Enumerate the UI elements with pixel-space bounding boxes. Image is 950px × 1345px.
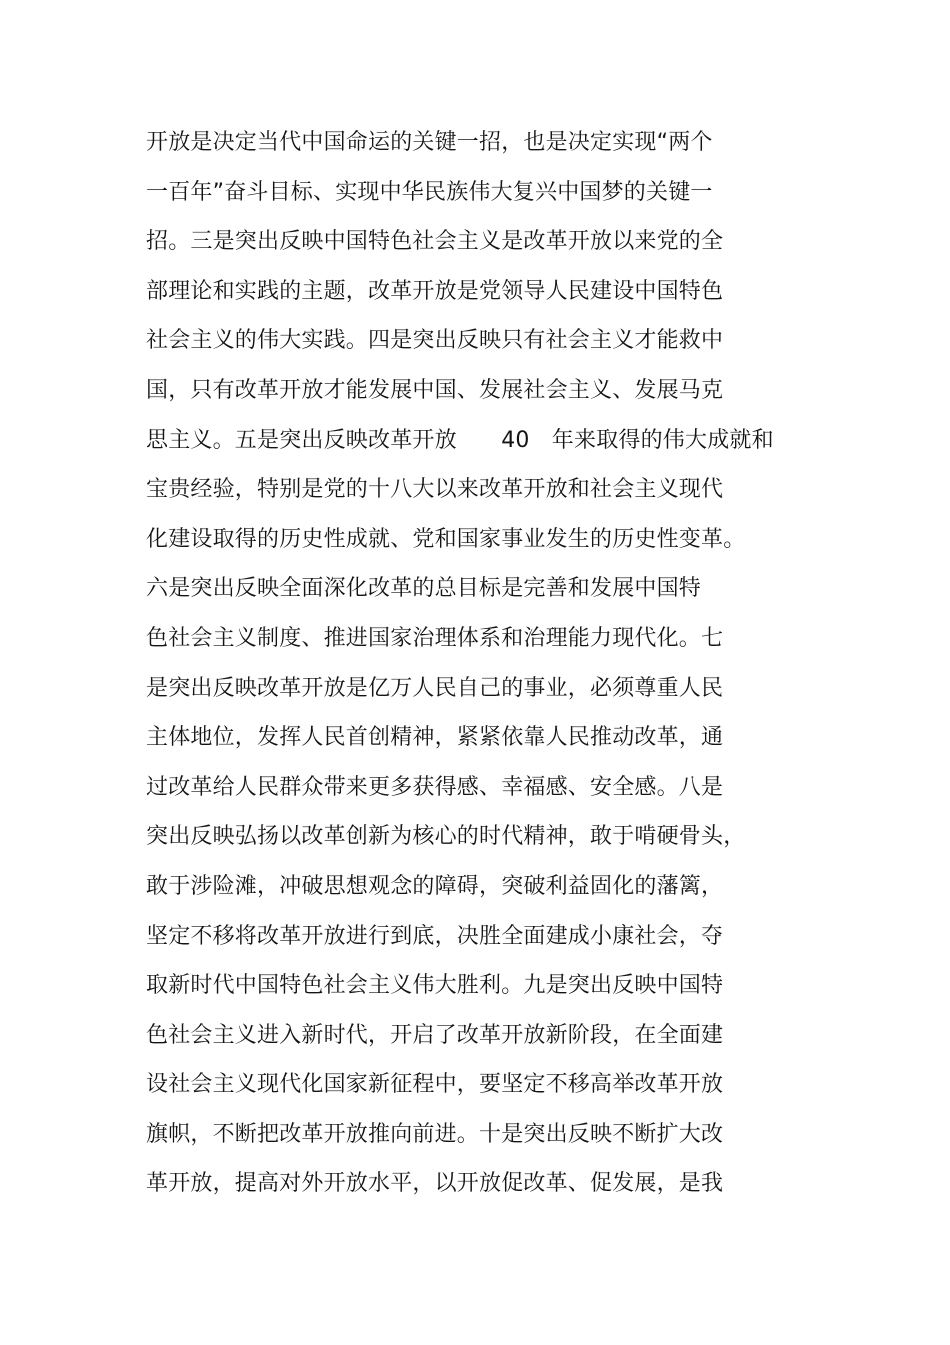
text-line: 一百年”奋斗目标、实现中华民族伟大复兴中国梦的关键一 <box>146 179 713 205</box>
text-line: 敢于涉险滩，冲破思想观念的障碍，突破利益固化的藩篱， <box>146 873 724 899</box>
text-line: 色社会主义制度、推进国家治理体系和治理能力现代化。七 <box>146 625 724 651</box>
text-line: 宝贵经验，特别是党的十八大以来改革开放和社会主义现代 <box>146 477 724 503</box>
text-line: 过改革给人民群众带来更多获得感、幸福感、安全感。八是 <box>146 774 724 800</box>
text-line: 社会主义的伟大实践。四是突出反映只有社会主义才能救中 <box>146 328 724 354</box>
text-line: 革开放，提高对外开放水平，以开放促改革、促发展，是我 <box>146 1171 724 1197</box>
body-text <box>146 118 846 1209</box>
text-line: 突出反映弘扬以改革创新为核心的时代精神，敢于啃硬骨头， <box>146 824 746 850</box>
text-line: 色社会主义进入新时代，开启了改革开放新阶段，在全面建 <box>146 1022 724 1048</box>
text-line: 国，只有改革开放才能发展中国、发展社会主义、发展马克 <box>146 377 724 403</box>
text-line: 旗帜，不断把改革开放推向前进。十是突出反映不断扩大改 <box>146 1121 724 1147</box>
text-line: 思主义。五是突出反映改革开放 40 年来取得的伟大成就和 <box>146 427 774 453</box>
text-line: 六是突出反映全面深化改革的总目标是完善和发展中国特 <box>146 576 702 602</box>
text-line: 坚定不移将改革开放进行到底，决胜全面建成小康社会，夺 <box>146 923 724 949</box>
text-line: 开放是决定当代中国命运的关键一招，也是决定实现“两个 <box>146 130 713 155</box>
text-line: 招。三是突出反映中国特色社会主义是改革开放以来党的全 <box>146 229 724 255</box>
text-line: 部理论和实践的主题，改革开放是党领导人民建设中国特色 <box>146 278 724 304</box>
text-line: 是突出反映改革开放是亿万人民自己的事业，必须尊重人民 <box>146 675 724 701</box>
text-line: 化建设取得的历史性成就、党和国家事业发生的历史性变革。 <box>146 526 746 552</box>
text-line: 取新时代中国特色社会主义伟大胜利。九是突出反映中国特 <box>146 973 724 999</box>
text-line: 主体地位，发挥人民首创精神，紧紧依靠人民推动改革，通 <box>146 725 724 751</box>
text-line: 设社会主义现代化国家新征程中，要坚定不移高举改革开放 <box>146 1072 724 1098</box>
